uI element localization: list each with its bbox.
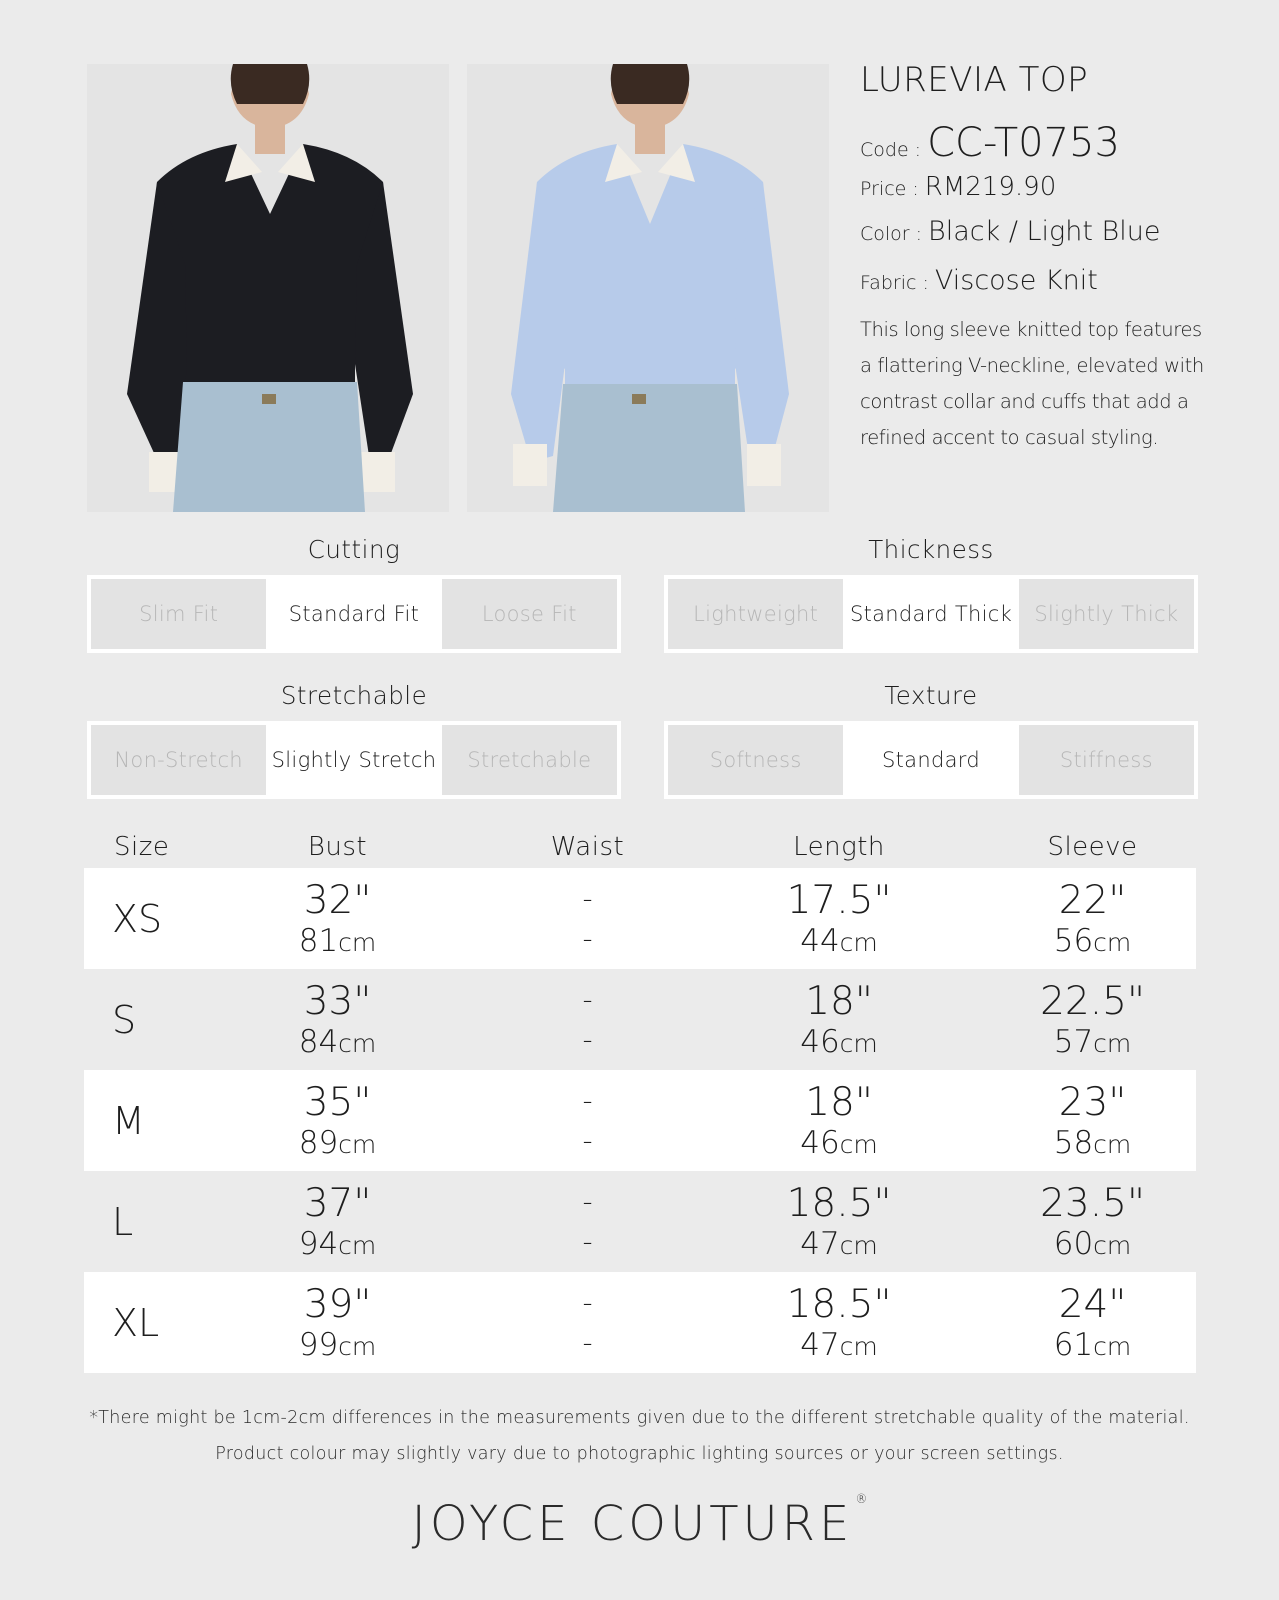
product-info (860, 60, 1220, 456)
header-waist: Waist (550, 832, 625, 862)
waist-inches: - (582, 1184, 593, 1218)
bust-cell (189, 1079, 486, 1161)
attribute-scale (87, 721, 621, 799)
length-cm-value: 46 (800, 1023, 840, 1060)
length-cm-value: 44 (800, 922, 840, 959)
bust-inches: 37" (303, 1180, 372, 1226)
option-stiffness: Stiffness (1059, 748, 1153, 772)
cm-unit: cm (839, 927, 878, 957)
sleeve-cm-value: 58 (1053, 1124, 1094, 1161)
cm-unit: cm (338, 1331, 377, 1361)
bust-cm (189, 1124, 486, 1161)
size-row (84, 868, 1196, 969)
sleeve-cell (989, 1281, 1196, 1363)
waist-inches: - (582, 982, 593, 1016)
product-description (860, 312, 1220, 456)
cm-unit: cm (1093, 1230, 1132, 1260)
bust-cell (189, 877, 486, 959)
registered-mark: ® (855, 1492, 868, 1506)
bust-cm (189, 922, 486, 959)
length-inches: 18" (805, 978, 873, 1024)
description-line: refined accent to casual styling. (860, 426, 1159, 449)
length-cell (689, 978, 989, 1060)
length-cell (689, 877, 989, 959)
size-label: XL (112, 1300, 160, 1345)
size-row (84, 1272, 1196, 1373)
cm-unit: cm (1093, 1129, 1132, 1159)
length-inches: 18" (805, 1079, 873, 1125)
product-fabric: Viscose Knit (934, 265, 1098, 296)
bust-cm (189, 1326, 486, 1363)
description-line: a flattering V-neckline, elevated with (860, 354, 1204, 377)
option-standard: Standard (843, 725, 1018, 795)
size-row (84, 1171, 1196, 1272)
length-cell (689, 1180, 989, 1262)
option-slightly-thick: Slightly Thick (1034, 602, 1179, 626)
product-code: CC-T0753 (927, 120, 1120, 166)
option-standard-fit: Standard Fit (266, 579, 441, 649)
cm-unit: cm (338, 1028, 377, 1058)
option-loose-fit: Loose Fit (481, 602, 577, 626)
length-cm (689, 922, 989, 959)
sleeve-cell (989, 877, 1196, 959)
sleeve-cm (989, 1225, 1196, 1262)
brand-logo (0, 1492, 1279, 1552)
product-code-row (860, 120, 1220, 166)
sleeve-cm-value: 61 (1053, 1326, 1094, 1363)
option-softness: Softness (709, 748, 802, 772)
length-cm-value: 47 (800, 1225, 840, 1262)
waist-cm: - (582, 1325, 593, 1359)
length-cell (689, 1079, 989, 1161)
waist-cm: - (582, 1022, 593, 1056)
model-black-top-image (87, 64, 449, 512)
waist-cell (486, 980, 689, 1060)
colour-note: Product colour may slightly vary due to photographic lighting sources or your screen settings. (215, 1444, 1064, 1464)
sleeve-cell (989, 1079, 1196, 1161)
color-label: Color : (860, 223, 923, 245)
attribute-title: Thickness (868, 535, 994, 564)
sleeve-cm (989, 1023, 1196, 1060)
product-color: Black / Light Blue (928, 216, 1161, 247)
size-row (84, 1070, 1196, 1171)
size-label: XS (112, 896, 163, 941)
bust-inches: 35" (303, 1079, 372, 1125)
length-cm (689, 1023, 989, 1060)
cm-unit: cm (1093, 927, 1132, 957)
sleeve-inches: 22" (1058, 877, 1127, 923)
header-length: Length (793, 832, 885, 862)
waist-cell (486, 1081, 689, 1161)
size-label: L (112, 1199, 134, 1244)
cm-unit: cm (1093, 1331, 1132, 1361)
waist-cm: - (582, 921, 593, 955)
length-cm-value: 47 (800, 1326, 840, 1363)
length-cm-value: 46 (800, 1124, 840, 1161)
bust-inches: 39" (303, 1281, 372, 1327)
header-size: Size (114, 832, 170, 862)
bust-inches: 32" (303, 877, 372, 923)
attribute-cutting (87, 533, 621, 653)
attribute-title: Cutting (307, 535, 401, 564)
cm-unit: cm (839, 1129, 878, 1159)
code-label: Code : (860, 139, 922, 161)
bust-inches: 33" (303, 978, 372, 1024)
cm-unit: cm (839, 1331, 878, 1361)
product-price-row (860, 172, 1220, 202)
sleeve-cm (989, 922, 1196, 959)
attribute-scale (87, 575, 621, 653)
bust-cell (189, 978, 486, 1060)
size-chart-body (84, 868, 1196, 1373)
attribute-title: Stretchable (280, 681, 428, 710)
model-light-blue-top-image (467, 64, 829, 512)
length-cm (689, 1124, 989, 1161)
length-inches: 18.5" (786, 1180, 892, 1226)
waist-cell (486, 1182, 689, 1262)
waist-cm: - (582, 1224, 593, 1258)
waist-cell (486, 1283, 689, 1363)
waist-inches: - (582, 1083, 593, 1117)
size-label: M (112, 1098, 145, 1143)
sleeve-cm-value: 56 (1053, 922, 1094, 959)
sleeve-inches: 23" (1058, 1079, 1127, 1125)
fabric-label: Fabric : (860, 272, 929, 294)
bust-cm-value: 94 (298, 1225, 339, 1262)
attribute-scale (664, 721, 1198, 799)
sleeve-inches: 23.5" (1040, 1180, 1145, 1226)
size-row (84, 969, 1196, 1070)
sleeve-inches: 22.5" (1040, 978, 1145, 1024)
sleeve-cell (989, 1180, 1196, 1262)
cm-unit: cm (338, 1129, 377, 1159)
cm-unit: cm (338, 927, 377, 957)
waist-cm: - (582, 1123, 593, 1157)
bust-cm-value: 81 (298, 922, 339, 959)
product-price: RM219.90 (924, 172, 1057, 202)
waist-inches: - (582, 1285, 593, 1319)
description-line: This long sleeve knitted top features (860, 318, 1202, 341)
attribute-thickness (664, 533, 1198, 653)
header-sleeve: Sleeve (1047, 832, 1138, 862)
attribute-scale (664, 575, 1198, 653)
product-title: LUREVIA TOP (860, 60, 1089, 100)
option-slim-fit: Slim Fit (139, 602, 219, 626)
option-standard-thick: Standard Thick (843, 579, 1018, 649)
measurement-note: *There might be 1cm-2cm differences in the measurements given due to the different stretchable quality of the material. (89, 1408, 1190, 1428)
product-photo-light-blue (467, 64, 829, 512)
bust-cell (189, 1180, 486, 1262)
cm-unit: cm (1093, 1028, 1132, 1058)
waist-cell (486, 879, 689, 959)
waist-inches: - (582, 881, 593, 915)
bust-cm (189, 1023, 486, 1060)
header-bust: Bust (307, 832, 368, 862)
sleeve-cm (989, 1124, 1196, 1161)
cm-unit: cm (839, 1028, 878, 1058)
length-cm (689, 1326, 989, 1363)
attribute-texture (664, 679, 1198, 799)
option-non-stretch: Non-Stretch (114, 748, 243, 772)
price-label: Price : (860, 178, 919, 200)
brand-name: JOYCE COUTURE (411, 1496, 854, 1552)
option-stretchable: Stretchable (467, 748, 592, 772)
sleeve-cm-value: 57 (1053, 1023, 1094, 1060)
size-chart-header (84, 826, 1196, 868)
sleeve-cm (989, 1326, 1196, 1363)
bust-cm-value: 89 (298, 1124, 339, 1161)
attribute-title: Texture (884, 681, 978, 710)
bust-cell (189, 1281, 486, 1363)
product-photo-black (87, 64, 449, 512)
product-fabric-row (860, 265, 1220, 296)
option-lightweight: Lightweight (693, 602, 819, 626)
bust-cm (189, 1225, 486, 1262)
bust-cm-value: 84 (298, 1023, 339, 1060)
option-slightly-stretch: Slightly Stretch (266, 725, 441, 795)
sleeve-cell (989, 978, 1196, 1060)
description-line: contrast collar and cuffs that add a (860, 390, 1189, 413)
bust-cm-value: 99 (298, 1326, 339, 1363)
attribute-stretchable (87, 679, 621, 799)
length-inches: 18.5" (786, 1281, 892, 1327)
length-inches: 17.5" (786, 877, 892, 923)
product-color-row (860, 216, 1220, 247)
cm-unit: cm (839, 1230, 878, 1260)
sleeve-inches: 24" (1058, 1281, 1127, 1327)
cm-unit: cm (338, 1230, 377, 1260)
length-cm (689, 1225, 989, 1262)
size-chart-table (84, 826, 1196, 1373)
size-label: S (112, 997, 137, 1042)
length-cell (689, 1281, 989, 1363)
sleeve-cm-value: 60 (1053, 1225, 1094, 1262)
